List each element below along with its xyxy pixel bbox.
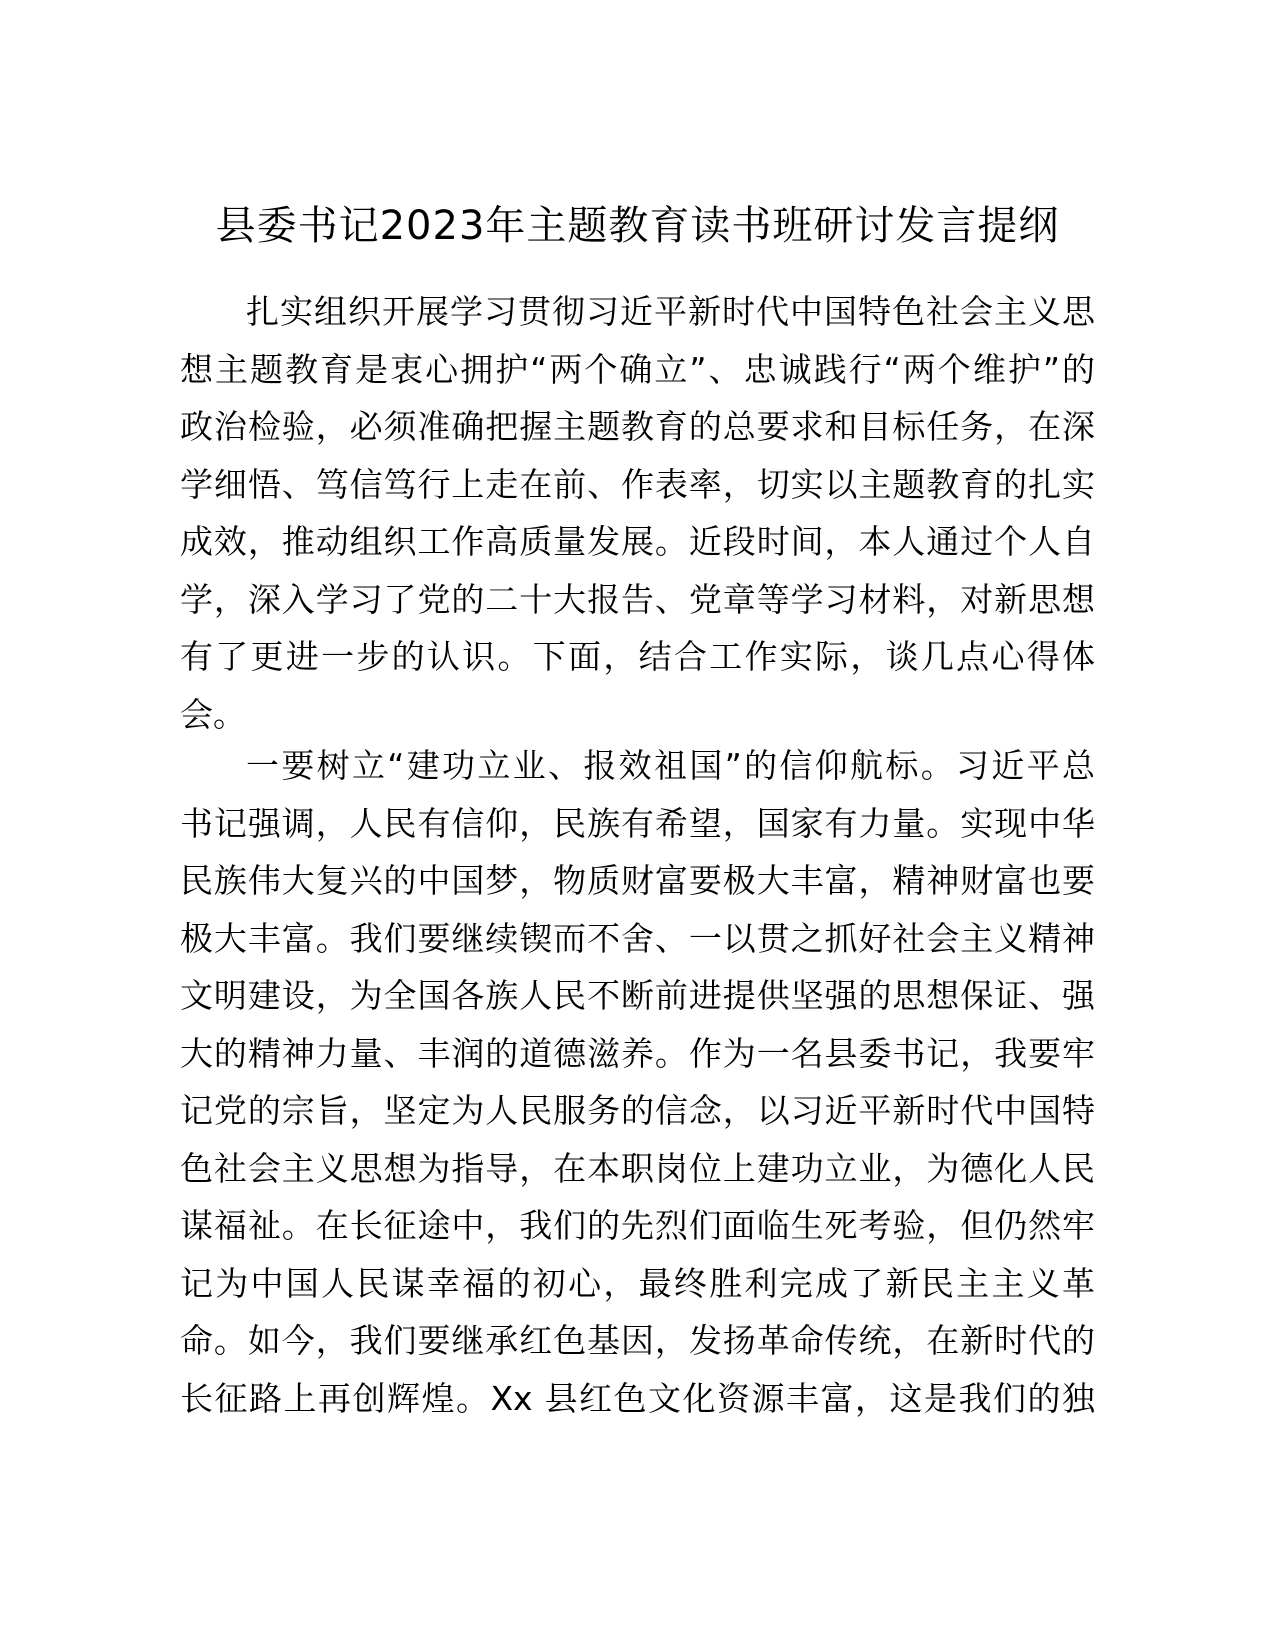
paragraph-line: 有了更进一步的认识。下面，结合工作实际，谈几点心得体 <box>180 637 1095 676</box>
paragraph-line: 命。如今，我们要继承红色基因，发扬革命传统，在新时代的 <box>180 1321 1095 1360</box>
paragraph-line: 学细悟、笃信笃行上走在前、作表率，切实以主题教育的扎实 <box>180 464 1095 504</box>
document-title: 县委书记2023年主题教育读书班研讨发言提纲 <box>215 203 1060 249</box>
paragraph-line: 书记强调，人民有信仰，民族有希望，国家有力量。实现中华 <box>180 803 1095 843</box>
paragraph-line: 长征路上再创辉煌。Xx 县红色文化资源丰富，这是我们的独 <box>180 1378 1095 1418</box>
paragraph-line: 记为中国人民谋幸福的初心，最终胜利完成了新民主主义革 <box>180 1263 1095 1303</box>
paragraph-line: 记党的宗旨，坚定为人民服务的信念，以习近平新时代中国特 <box>180 1091 1095 1130</box>
paragraph-line: 成效，推动组织工作高质量发展。近段时间，本人通过个人自 <box>180 522 1095 561</box>
paragraph-line: 会。 <box>180 694 246 734</box>
paragraph-line: 大的精神力量、丰润的道德滋养。作为一名县委书记，我要牢 <box>180 1033 1095 1073</box>
paragraph-line: 一要树立“建功立业、报效祖国”的信仰航标。习近平总 <box>246 746 1095 785</box>
paragraph-line: 想主题教育是衷心拥护“两个确立”、忠诚践行“两个维护”的 <box>180 349 1095 389</box>
paragraph-point-one <box>180 737 1095 1427</box>
paragraph-line: 学，深入学习了党的二十大报告、党章等学习材料，对新思想 <box>180 579 1095 619</box>
paragraph-line: 扎实组织开展学习贯彻习近平新时代中国特色社会主义思 <box>246 292 1095 331</box>
paragraph-line: 文明建设，为全国各族人民不断前进提供坚强的思想保证、强 <box>180 976 1095 1015</box>
paragraph-intro <box>180 283 1095 743</box>
paragraph-line: 谋福祉。在长征途中，我们的先烈们面临生死考验，但仍然牢 <box>180 1206 1095 1245</box>
paragraph-line: 极大丰富。我们要继续锲而不舍、一以贯之抓好社会主义精神 <box>180 918 1095 958</box>
paragraph-line: 政治检验，必须准确把握主题教育的总要求和目标任务，在深 <box>180 407 1095 446</box>
paragraph-line: 色社会主义思想为指导，在本职岗位上建功立业，为德化人民 <box>180 1148 1095 1188</box>
paragraph-line: 民族伟大复兴的中国梦，物质财富要极大丰富，精神财富也要 <box>180 861 1095 900</box>
